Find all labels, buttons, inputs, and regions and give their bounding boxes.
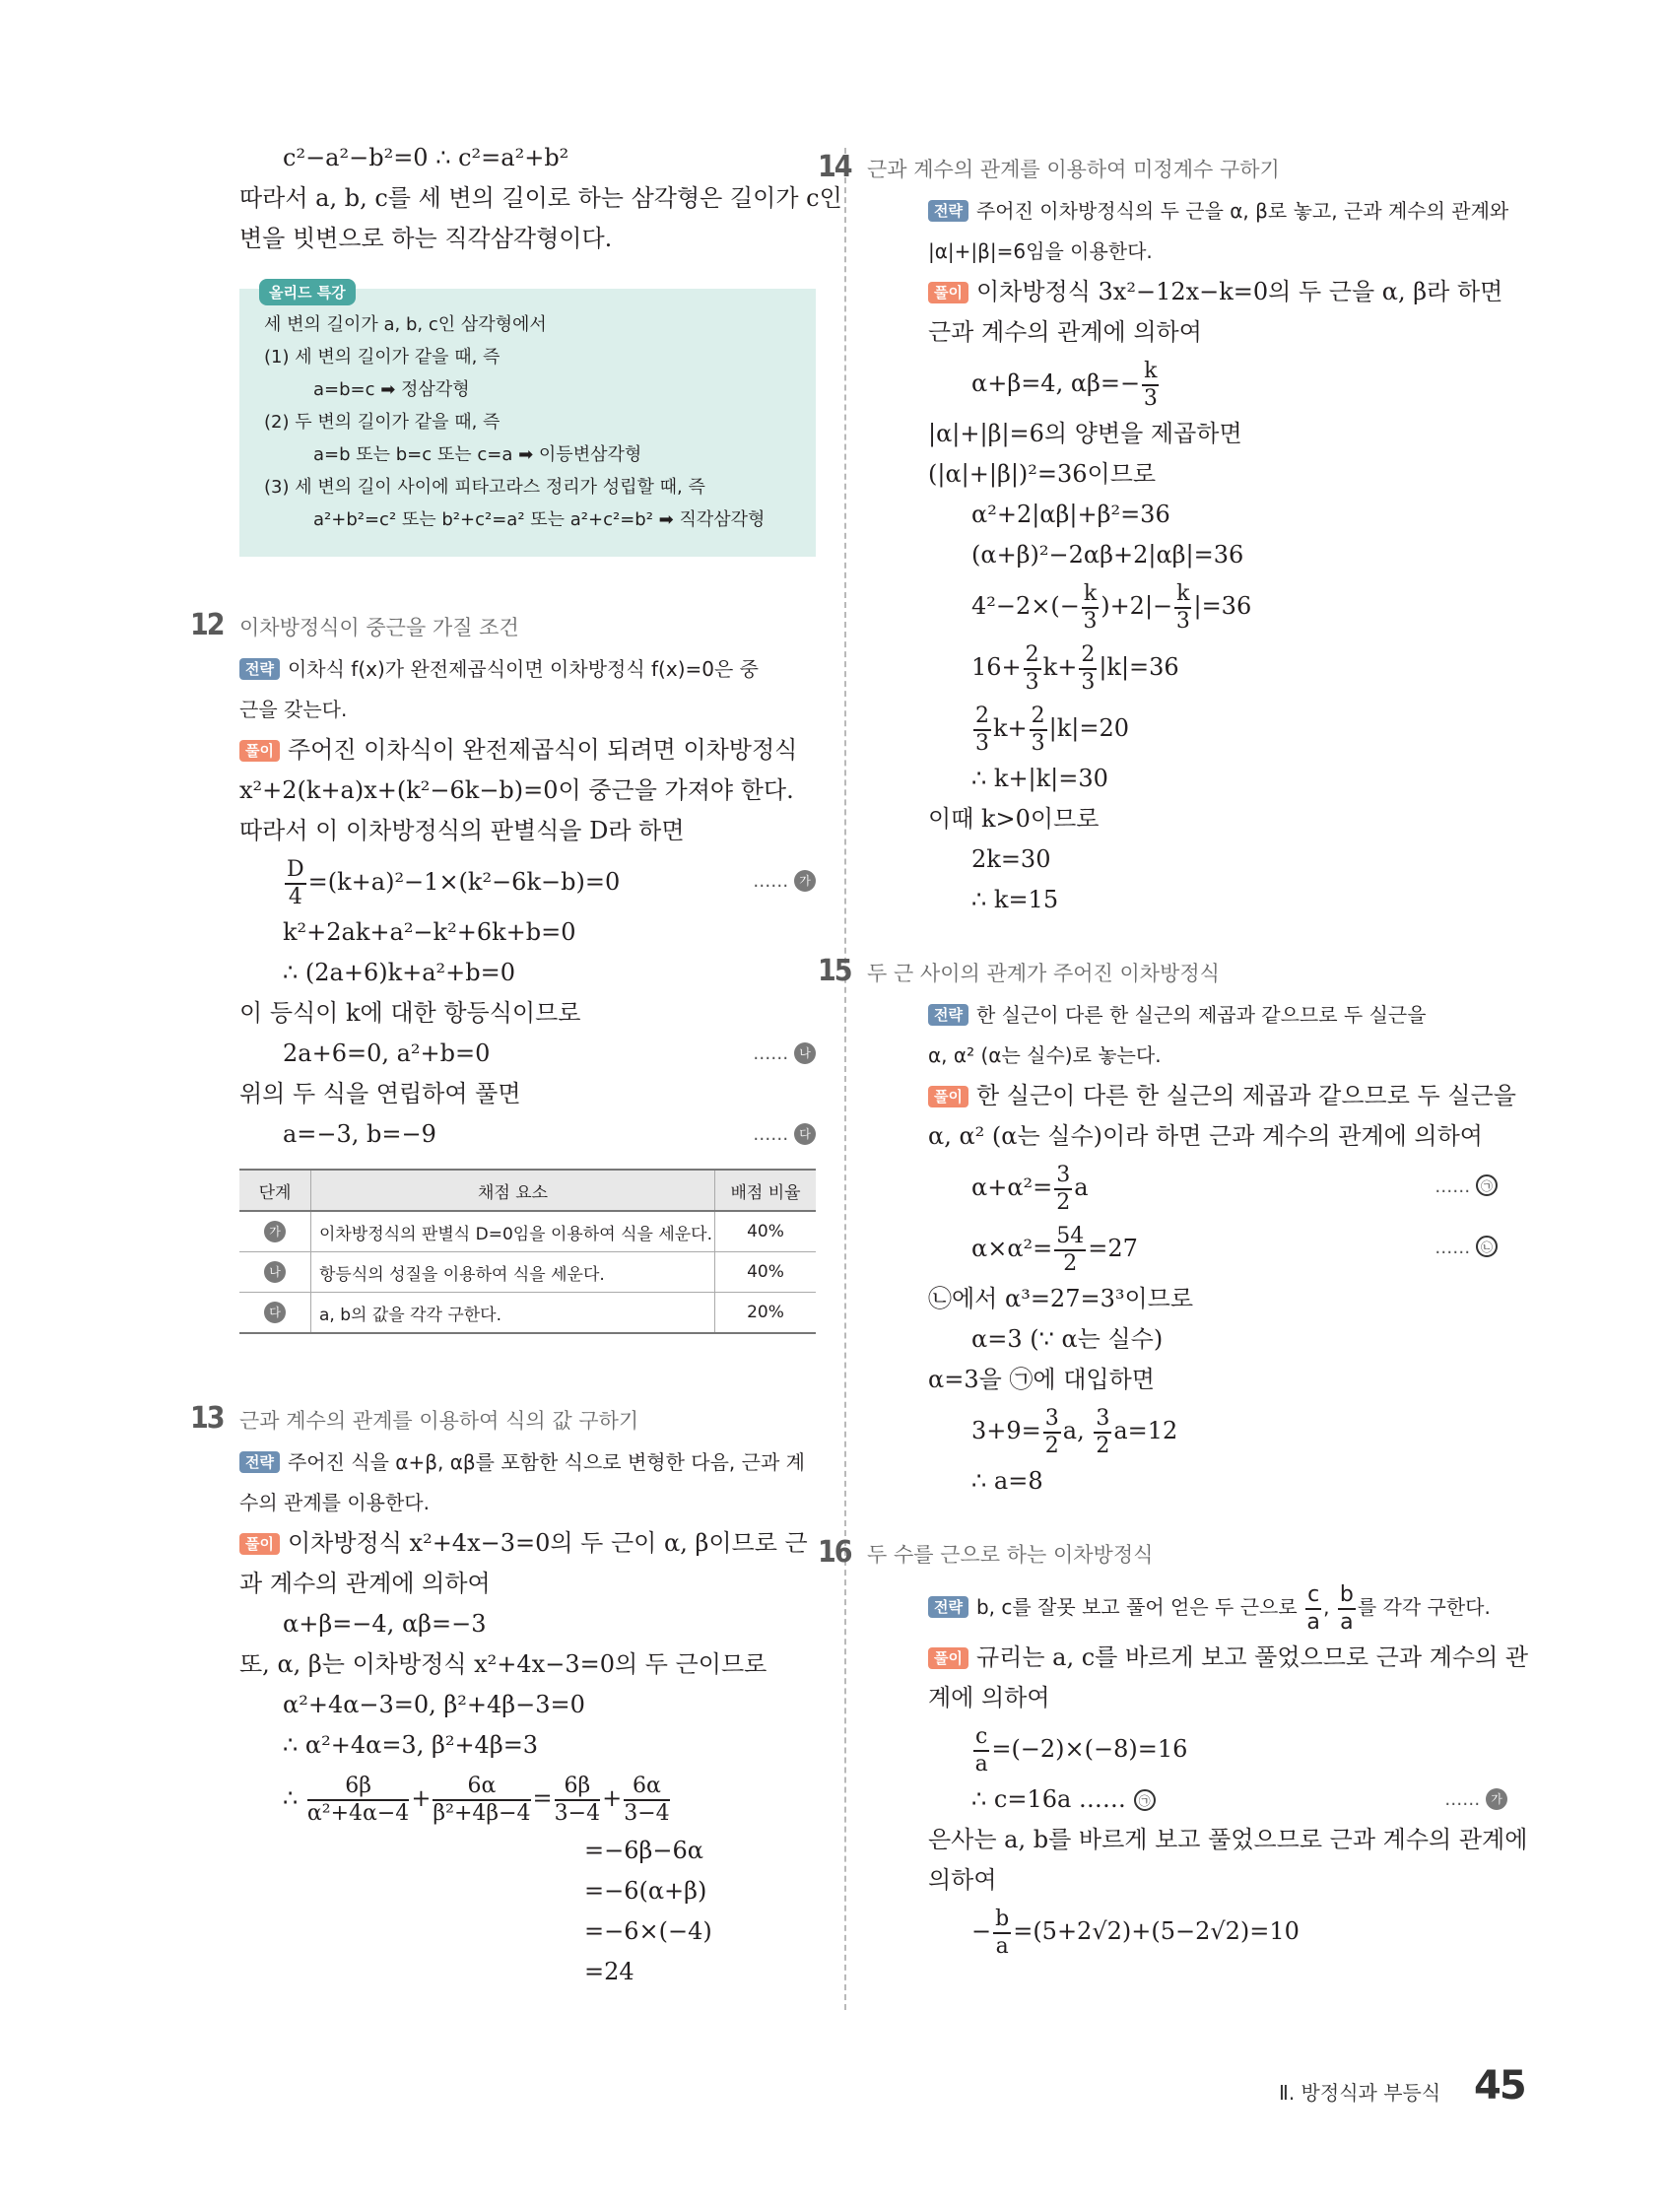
problem-12-header bbox=[190, 606, 816, 649]
intro-text: 변을 빗변으로 하는 직각삼각형이다. bbox=[239, 225, 613, 252]
intro-text: 따라서 a, b, c를 세 변의 길이로 하는 삼각형은 길이가 c인 bbox=[239, 184, 842, 212]
strategy: 전략 이차식 f(x)가 완전제곱식이면 이차방정식 f(x)=0은 중 bbox=[239, 649, 816, 690]
table-header: 단계 bbox=[239, 1170, 311, 1211]
solution-line: (|α|+|β|)²=36이므로 bbox=[928, 460, 1157, 488]
column-divider bbox=[844, 148, 846, 2010]
strategy: α, α² (α는 실수)로 놓는다. bbox=[928, 1043, 1162, 1067]
problem-title: 두 근 사이의 관계가 주어진 이차방정식 bbox=[867, 962, 1220, 985]
solution-line: 풀이 규리는 a, c를 바르게 보고 풀었으므로 근과 계수의 관 bbox=[928, 1638, 1507, 1678]
solution-line: =−6×(−4) bbox=[584, 1917, 712, 1945]
fraction-equation: ∴ $\frac{6\beta}{\text{α²+4α−4}}$ + $\frac{6\alpha}{\text{β²+4β−4}}$ = $\frac{6\beta}{3-4}$ + $\frac{6\alpha}{3-4}$ bbox=[283, 1773, 670, 1826]
step-mark: …… 가 bbox=[1444, 1779, 1507, 1820]
equation: α+β=4, αβ=− $\frac{k}{3}$ bbox=[971, 358, 1158, 411]
problem-number: 14 bbox=[818, 150, 851, 184]
solution-line: |α|+|β|=6의 양변을 제곱하면 bbox=[928, 420, 1242, 447]
page-number: 45 bbox=[1474, 2063, 1525, 2109]
lecture-line: (3) 세 변의 길이 사이에 피타고라스 정리가 성립할 때, 즉 bbox=[264, 477, 705, 498]
solution-line: α, α² (α는 실수)이라 하면 근과 계수의 관계에 의하여 bbox=[928, 1122, 1483, 1150]
problem-15-header bbox=[818, 952, 1507, 995]
equation: $\frac{2}{3}$ k+ $\frac{2}{3}$ |k|=20 bbox=[975, 703, 1130, 756]
solution-line: =−6(α+β) bbox=[584, 1877, 707, 1905]
problem-number: 13 bbox=[190, 1401, 224, 1436]
strategy: 전략 한 실근이 다른 한 실근의 제곱과 같으므로 두 실근을 bbox=[928, 995, 1507, 1036]
solution-line: 계에 의하여 bbox=[928, 1684, 1050, 1711]
equation-1: $\frac{D}{4}$ =(k+a)²−1×(k²−6k−b)=0 …… 가 bbox=[283, 851, 816, 912]
lecture-line: (1) 세 변의 길이가 같을 때, 즉 bbox=[264, 347, 500, 368]
solution-line: 과 계수의 관계에 의하여 bbox=[239, 1570, 491, 1597]
strategy-tag: 전략 bbox=[928, 1596, 968, 1618]
solution-line: α²+2|αβ|+β²=36 bbox=[971, 501, 1170, 528]
step-mark: …… 가 bbox=[753, 851, 816, 912]
strategy: 근을 갖는다. bbox=[239, 698, 348, 721]
solution-line: α+β=−4, αβ=−3 bbox=[283, 1610, 487, 1638]
table-row: 가 이차방정식의 판별식 D=0임을 이용하여 식을 세운다. 40% bbox=[239, 1211, 816, 1252]
intro-equation: c²−a²−b²=0 ∴ c²=a²+b² bbox=[283, 144, 569, 171]
step-mark: …… ㉠ bbox=[1434, 1157, 1498, 1218]
solution-line: ∴ k=15 bbox=[971, 886, 1059, 913]
strategy: 전략 b, c를 잘못 보고 풀어 얻은 두 근으로 $\frac{c}{a}$ , $\frac{b}{a}$ 를 각각 구한다. bbox=[928, 1576, 1507, 1638]
equation: $\frac{c}{a}$ =(−2)×(−8)=16 bbox=[974, 1723, 1188, 1776]
solution-line: 풀이 이차방정식 x²+4x−3=0의 두 근이 α, β이므로 근 bbox=[239, 1523, 816, 1564]
step-mark: …… 나 bbox=[753, 1034, 816, 1074]
solution-line: 풀이 한 실근이 다른 한 실근의 제곱과 같으므로 두 실근을 bbox=[928, 1076, 1507, 1116]
step-mark: …… ㉡ bbox=[1434, 1218, 1498, 1279]
solution-line: x²+2(k+a)x+(k²−6k−b)=0이 중근을 가져야 한다. bbox=[239, 776, 794, 804]
problem-title: 근과 계수의 관계를 이용하여 미정계수 구하기 bbox=[867, 158, 1280, 181]
solution-line: 은사는 a, b를 바르게 보고 풀었으므로 근과 계수의 관계에 bbox=[928, 1826, 1528, 1853]
solution-line: ∴ a=8 bbox=[971, 1467, 1043, 1495]
strategy-tag: 전략 bbox=[239, 1451, 280, 1473]
step-mark: …… 다 bbox=[753, 1114, 816, 1155]
lecture-line: 세 변의 길이가 a, b, c인 삼각형에서 bbox=[264, 314, 547, 335]
lecture-line: a²+b²=c² 또는 b²+c²=a² 또는 a²+c²=b² ➡ 직각삼각형 bbox=[313, 509, 766, 530]
equation-2: 2a+6=0, a²+b=0 …… 나 bbox=[283, 1034, 816, 1074]
equation: 3+9= $\frac{3}{2}$ a, $\frac{3}{2}$ a=12 bbox=[971, 1405, 1178, 1458]
solution-line: 따라서 이 이차방정식의 판별식을 D라 하면 bbox=[239, 817, 685, 844]
lecture-line: (2) 두 변의 길이가 같을 때, 즉 bbox=[264, 412, 500, 433]
equation: ∴ c=16a …… ㉠ …… 가 bbox=[971, 1779, 1507, 1820]
strategy: 전략 주어진 이차방정식의 두 근을 α, β로 놓고, 근과 계수의 관계와 bbox=[928, 191, 1507, 232]
solution-line: ∴ (2a+6)k+a²+b=0 bbox=[283, 959, 516, 986]
problem-title: 두 수를 근으로 하는 이차방정식 bbox=[867, 1543, 1154, 1567]
strategy: 전략 주어진 식을 α+β, αβ를 포함한 식으로 변형한 다음, 근과 계 bbox=[239, 1442, 816, 1483]
table-header: 채점 요소 bbox=[311, 1170, 715, 1211]
solution-line: =24 bbox=[584, 1958, 634, 1985]
table-row: 다 a, b의 값을 각각 구한다. 20% bbox=[239, 1293, 816, 1334]
problem-number: 16 bbox=[818, 1535, 851, 1570]
solution-line: α²+4α−3=0, β²+4β−3=0 bbox=[283, 1691, 585, 1718]
strategy: |α|+|β|=6임을 이용한다. bbox=[928, 239, 1153, 263]
solution-line: ∴ k+|k|=30 bbox=[971, 765, 1108, 792]
solution-line: =−6β−6α bbox=[584, 1837, 703, 1864]
problem-number: 12 bbox=[190, 608, 224, 642]
problem-number: 15 bbox=[818, 954, 851, 988]
table-row: 나 항등식의 성질을 이용하여 식을 세운다. 40% bbox=[239, 1252, 816, 1293]
equation: 4²−2×(− $\frac{k}{3}$ )+2|− $\frac{k}{3}$ |=36 bbox=[971, 580, 1252, 634]
solution-line: ㉡에서 α³=27=3³이므로 bbox=[928, 1285, 1194, 1312]
problem-title: 근과 계수의 관계를 이용하여 식의 값 구하기 bbox=[239, 1409, 639, 1433]
solution-line: α=3 (∵ α는 실수) bbox=[971, 1325, 1164, 1353]
solution-line: ∴ α²+4α=3, β²+4β=3 bbox=[283, 1731, 539, 1759]
strategy: 수의 관계를 이용한다. bbox=[239, 1491, 430, 1514]
solution-tag: 풀이 bbox=[928, 1086, 968, 1107]
solution-line: 위의 두 식을 연립하여 풀면 bbox=[239, 1080, 521, 1107]
table-header: 배점 비율 bbox=[715, 1170, 817, 1211]
strategy-tag: 전략 bbox=[928, 1004, 968, 1026]
solution-line: 의하여 bbox=[928, 1866, 997, 1894]
right-column bbox=[818, 138, 1529, 1962]
solution-line: 근과 계수의 관계에 의하여 bbox=[928, 318, 1202, 346]
equation: 16+ $\frac{2}{3}$ k+ $\frac{2}{3}$ |k|=36 bbox=[971, 641, 1179, 695]
problem-13-header bbox=[190, 1399, 816, 1442]
solution-line: 풀이 주어진 이차식이 완전제곱식이 되려면 이차방정식 bbox=[239, 730, 816, 771]
problem-16-header bbox=[818, 1533, 1507, 1576]
solution-tag: 풀이 bbox=[239, 740, 280, 762]
equation-3: a=−3, b=−9 …… 다 bbox=[283, 1114, 816, 1155]
solution-line: α=3을 ㉠에 대입하면 bbox=[928, 1366, 1155, 1393]
solution-line: 풀이 이차방정식 3x²−12x−k=0의 두 근을 α, β라 하면 bbox=[928, 272, 1507, 312]
lecture-line: a=b=c ➡ 정삼각형 bbox=[313, 379, 470, 400]
solution-line: 2k=30 bbox=[971, 845, 1051, 873]
fraction: $\frac{D}{4}$ bbox=[287, 856, 304, 909]
solution-line: 이 등식이 k에 대한 항등식이므로 bbox=[239, 999, 581, 1027]
lecture-box bbox=[239, 284, 816, 557]
solution-line: 이때 k>0이므로 bbox=[928, 805, 1100, 833]
lecture-badge: 올리드 특강 bbox=[259, 279, 356, 305]
problem-14-header bbox=[818, 148, 1507, 191]
strategy-tag: 전략 bbox=[928, 200, 968, 222]
solution-tag: 풀이 bbox=[928, 1647, 968, 1669]
solution-line: (α+β)²−2αβ+2|αβ|=36 bbox=[971, 541, 1244, 569]
chapter-label: Ⅱ. 방정식과 부등식 bbox=[1279, 2081, 1441, 2105]
equation: − $\frac{b}{a}$ =(5+2√2)+(5−2√2)=10 bbox=[971, 1906, 1300, 1959]
solution-line: k²+2ak+a²−k²+6k+b=0 bbox=[283, 918, 576, 946]
scoring-table bbox=[239, 1169, 816, 1334]
solution-tag: 풀이 bbox=[239, 1533, 280, 1555]
solution-line: 또, α, β는 이차방정식 x²+4x−3=0의 두 근이므로 bbox=[239, 1650, 767, 1678]
equation: α+α²= $\frac{3}{2}$ a …… ㉠ bbox=[971, 1157, 1507, 1218]
equation: α×α²= $\frac{54}{2}$ =27 …… ㉡ bbox=[971, 1218, 1507, 1279]
problem-title: 이차방정식이 중근을 가질 조건 bbox=[239, 616, 519, 639]
solution-tag: 풀이 bbox=[928, 282, 968, 303]
strategy-tag: 전략 bbox=[239, 658, 280, 680]
lecture-line: a=b 또는 b=c 또는 c=a ➡ 이등변삼각형 bbox=[313, 444, 642, 465]
